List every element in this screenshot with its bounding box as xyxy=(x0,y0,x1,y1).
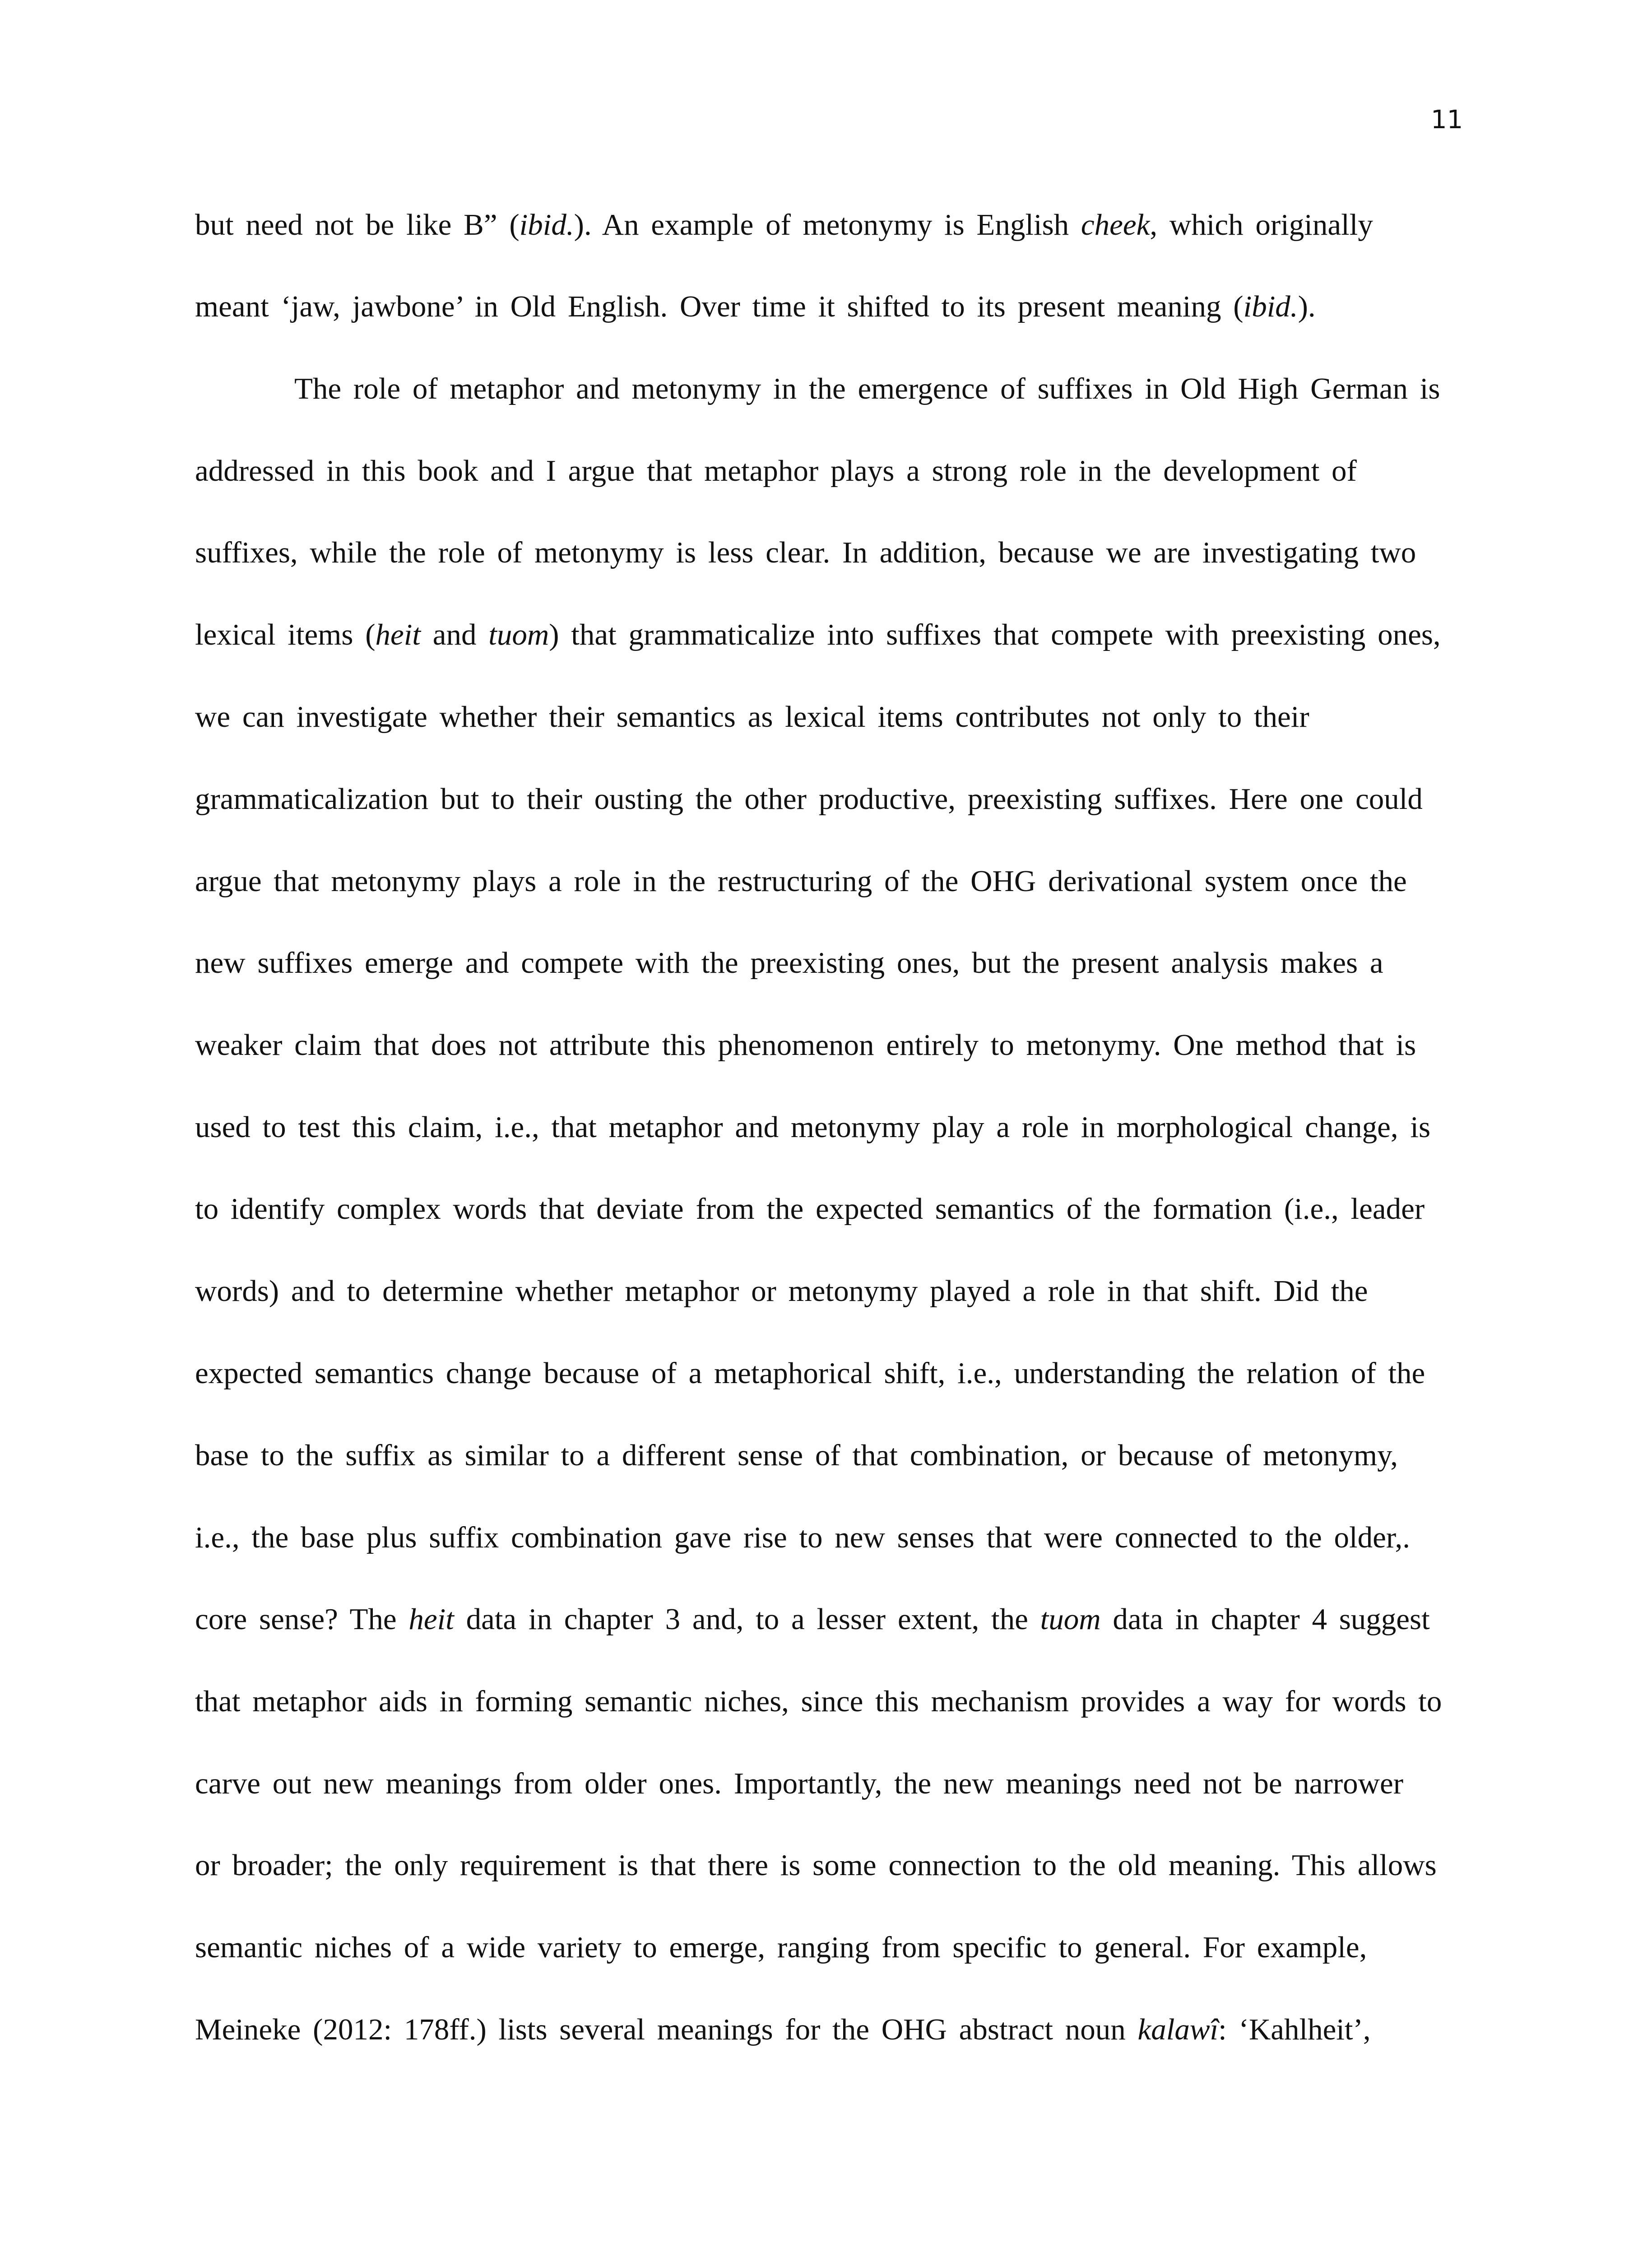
italic-term: ibid. xyxy=(519,208,574,241)
text-line: The role of metaphor and metonymy in the emergence of suffixes in Old High German is xyxy=(294,372,1440,405)
text-line: addressed in this book and I argue that metaphor plays a strong role in the development of xyxy=(195,454,1357,488)
text-line: semantic niches of a wide variety to emerge, ranging from specific to general. For example, xyxy=(195,1931,1367,1964)
text-line: weaker claim that does not attribute this phenomenon entirely to metonymy. One method that is xyxy=(195,1028,1416,1062)
text-line: to identify complex words that deviate from the expected semantics of the formation (i.e., leader xyxy=(195,1192,1425,1226)
text-line: meant ‘jaw, jawbone’ in Old English. Over time it shifted to its present meaning (ibid.). xyxy=(195,290,1316,323)
text-line: that metaphor aids in forming semantic niches, since this mechanism provides a way for words to xyxy=(195,1685,1442,1718)
italic-term: heit xyxy=(408,1602,454,1636)
text-line: expected semantics change because of a metaphorical shift, i.e., understanding the relation of the xyxy=(195,1356,1425,1390)
text-line: or broader; the only requirement is that there is some connection to the old meaning. This allows xyxy=(195,1848,1437,1882)
text-line: we can investigate whether their semantics as lexical items contributes not only to their xyxy=(195,700,1309,734)
italic-term: kalawî xyxy=(1137,2013,1219,2046)
italic-term: tuom xyxy=(488,618,549,651)
text-line: new suffixes emerge and compete with the preexisting ones, but the present analysis makes a xyxy=(195,946,1383,980)
text-line: core sense? The heit data in chapter 3 and, to a lesser extent, the tuom data in chapter 4 suggest xyxy=(195,1602,1430,1636)
italic-term: tuom xyxy=(1040,1602,1101,1636)
text-line: base to the suffix as similar to a different sense of that combination, or because of metonymy, xyxy=(195,1439,1398,1472)
text-line: words) and to determine whether metaphor or metonymy played a role in that shift. Did the xyxy=(195,1274,1368,1308)
text-line: used to test this claim, i.e., that metaphor and metonymy play a role in morphological change, is xyxy=(195,1110,1431,1144)
text-line: Meineke (2012: 178ff.) lists several meanings for the OHG abstract noun kalawî: ‘Kahlheit’, xyxy=(195,2013,1371,2046)
page-number: 11 xyxy=(1431,105,1463,135)
text-line: lexical items (heit and tuom) that grammaticalize into suffixes that compete with preexisting ones, xyxy=(195,618,1441,651)
italic-term: heit xyxy=(375,618,421,651)
italic-term: ibid. xyxy=(1243,290,1298,323)
text-line: suffixes, while the role of metonymy is less clear. In addition, because we are investigating two xyxy=(195,536,1416,569)
text-line: argue that metonymy plays a role in the restructuring of the OHG derivational system once the xyxy=(195,864,1407,898)
text-line: but need not be like B” (ibid.). An example of metonymy is English cheek, which originally xyxy=(195,208,1373,241)
text-line: carve out new meanings from older ones. Importantly, the new meanings need not be narrower xyxy=(195,1767,1404,1800)
text-line: grammaticalization but to their ousting the other productive, preexisting suffixes. Here one could xyxy=(195,782,1423,816)
text-line: i.e., the base plus suffix combination gave rise to new senses that were connected to the older,. xyxy=(195,1521,1411,1554)
italic-term: cheek xyxy=(1081,208,1150,241)
